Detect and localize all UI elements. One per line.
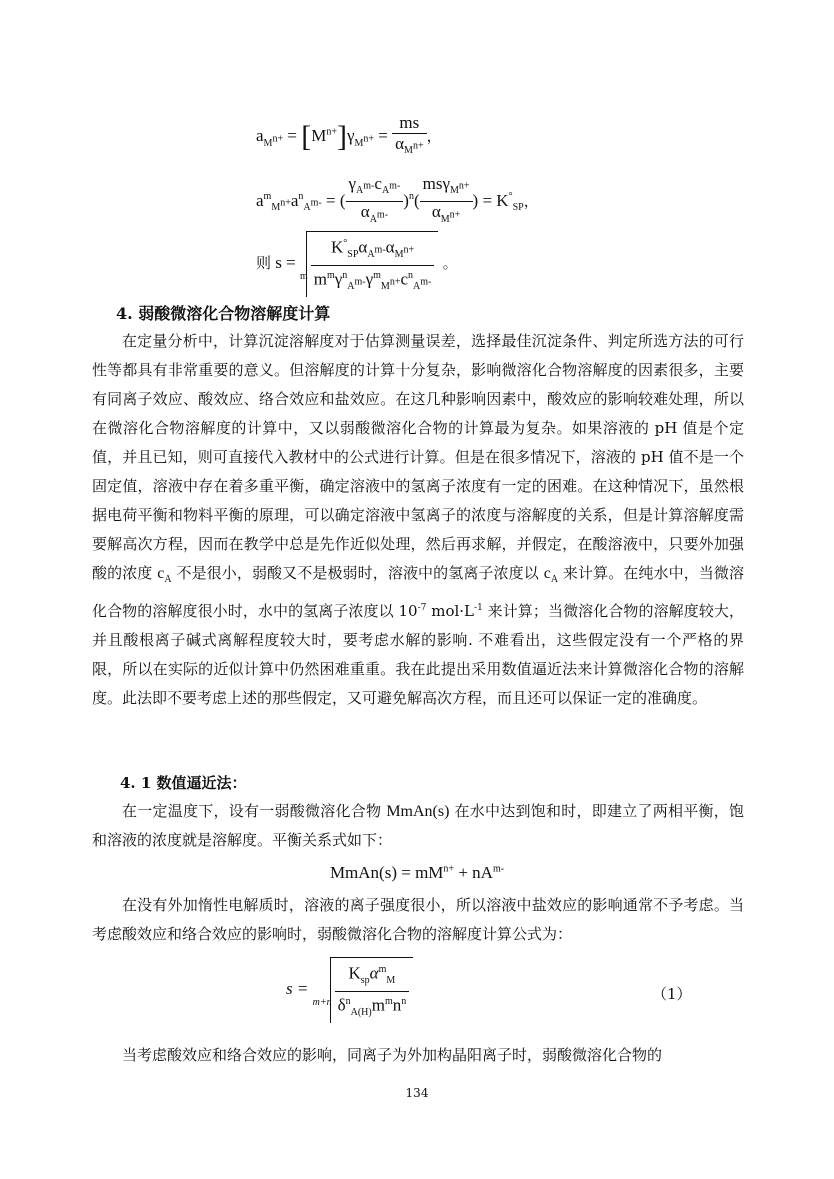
equation-1: s = $_{m+n}$ $\frac{K_{sp}\alpha^m_M}{\delta^n_{A(H)}m^mn^n}$ bbox=[286, 957, 413, 1023]
paragraph-continuation: 当考虑酸效应和络合效应的影响，同离子为外加构晶阳离子时，弱酸微溶化合物的 bbox=[122, 1046, 663, 1064]
paragraph-equilibrium: 在一定温度下，设有一弱酸微溶化合物 MmAn(s) 在水中达到饱和时，即建立了两相平衡，饱和溶液的浓度就是溶解度。平衡关系式如下： bbox=[92, 802, 744, 849]
equation-number: （1） bbox=[652, 985, 692, 1003]
section-heading-4-1: 4. 1 数值逼近法： bbox=[120, 774, 247, 792]
equation-equilibrium: MmAn(s) = $mM^{n+} + nA^{m-}$ bbox=[329, 863, 505, 882]
paragraph-condition: 在没有外加惰性电解质时，溶液的离子强度很小，所以溶液中盐效应的影响通常不予考虑。当考虑酸效应和络合效应的影响时，弱酸微溶化合物的溶解度计算公式为： bbox=[92, 896, 744, 943]
equation-ksp: $a^m_{M^{n+}}a^n_{A^{m-}}$ = ( $\frac{\gamma_{A^{m-}}c_{A^{m-}}}{\alpha_{A^{m-}}}$ )$^n$( $\frac{ms\gamma_{M^{n+}}}{\alpha_{M^{n+}}}$ ) = $K^\circ_{SP}$， bbox=[256, 174, 539, 225]
section-heading-4: 4. 弱酸微溶化合物溶解度计算 bbox=[116, 304, 331, 323]
page-number: 134 bbox=[405, 1086, 429, 1100]
equation-activity: $a_{M^{n+}} = [M^{n+}]\gamma_{M^{n+}}$ = $\frac{ms}{\alpha_{M^{n+}}}$ ， bbox=[256, 113, 442, 157]
equation-solubility: 则 s = $_m$ $\frac{K^\circ_{SP}\alpha_{A^{m-}}\alpha_{M^{n+}}}{m^m\gamma^n_{A^{m-}}\gamma^m_{M^{n+}}c^n_{A^{m-}}}$ 。 bbox=[256, 231, 458, 297]
paragraph-intro: 在定量分析中，计算沉淀溶解度对于估算测量误差，选择最佳沉淀条件、判定所选方法的可行性等都具有非常重要的意义。但溶解度的计算十分复杂，影响微溶化合物溶解度的因素很多，主要有同离子效应、酸效应、络合效应和盐效应。在这几种影响因素中，酸效应的影响较难处理，所以在微溶化合物溶解度的计算中，又以弱酸微溶化合物的计算最为复杂。如果溶液的 pH 值是个定值，并且已知，则可直接代入教材中的公式进行计算。但是在很多情况下，溶液的 pH 值不是一个固定值，溶液中存在着多重平衡，确定溶液中的氢离子浓度有一定的困难。在这种情况下，虽然根据电荷平衡和物料平衡的原理，可以确定溶液中氢离子的浓度与溶解度的关系，但是计算溶解度需要解高次方程，因而在教学中总是先作近似处理，然后再求解，并假定，在酸溶液中，只要外加强酸的浓度 $c_A$ 不是很小，弱酸又不是极弱时，溶液中的氢离子浓度以 $c_A$ 来计算。在纯水中，当微溶化合物的溶解度很小时，水中的氢离子浓度以 $10^{-7}$ $mol\cdot L^{-1}$ 来计算；当微溶化合物的溶解度较大，并且酸根离子碱式离解程度较大时，要考虑水解的影响. 不难看出，这些假定没有一个严格的界限，所以在实际的近似计算中仍然困难重重。我在此提出采用数值逼近法来计算微溶化合物的溶解度。此法即不要考虑上述的那些假定，又可避免解高次方程，而且还可以保证一定的准确度。 bbox=[92, 332, 744, 708]
